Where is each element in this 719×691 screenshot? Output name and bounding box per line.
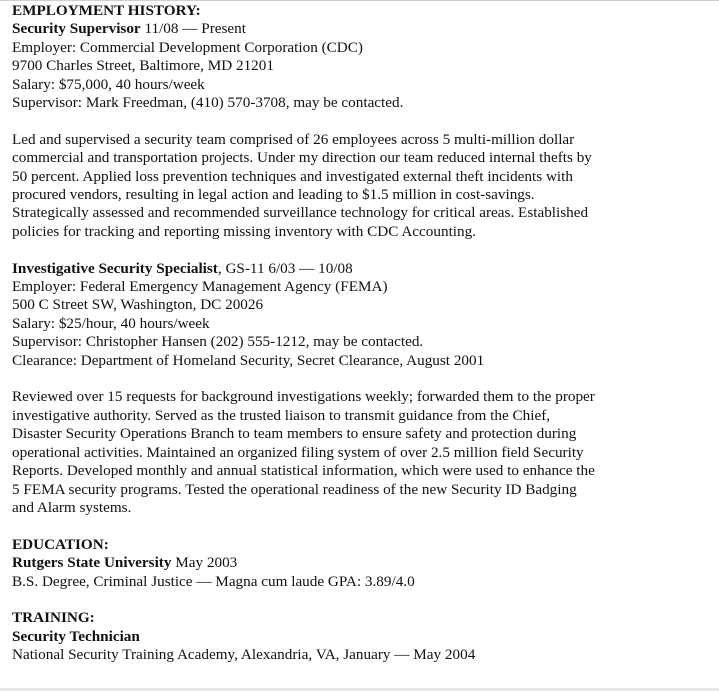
description-line: 5 FEMA security programs. Tested the operational readiness of the new Security ID Badging	[12, 480, 577, 498]
spacer	[12, 112, 712, 130]
job-clearance: Clearance: Department of Homeland Security, Secret Clearance, August 2001	[12, 351, 485, 369]
job-employer: Employer: Commercial Development Corporation (CDC)	[12, 38, 363, 56]
training-section	[12, 609, 712, 664]
spacer	[12, 591, 712, 609]
job-dates: , GS-11 6/03 — 10/08	[217, 259, 353, 277]
education-school-line	[12, 554, 712, 572]
employment-heading: EMPLOYMENT HISTORY:	[12, 2, 201, 19]
spacer	[12, 517, 712, 535]
description-line: Disaster Security Operations Branch to team members to ensure safety and protection during	[12, 425, 577, 443]
employment-section	[12, 2, 712, 517]
job-dates: 11/08 — Present	[140, 20, 246, 38]
school-name: Rutgers State University	[12, 554, 172, 572]
job-title: Investigative Security Specialist	[12, 259, 218, 277]
description-line: investigative authority. Served as the trusted liaison to transmit guidance from the Chief,	[12, 406, 551, 424]
description-line: commercial and transportation projects. Under my direction our team reduced internal thefts by	[12, 149, 592, 167]
school-date: May 2003	[171, 554, 238, 572]
job-entry-security-supervisor	[12, 20, 712, 112]
job-supervisor: Supervisor: Mark Freedman, (410) 570-3708, may be contacted.	[12, 94, 404, 112]
job-entry-investigative-specialist	[12, 260, 712, 370]
description-line: Reports. Developed monthly and annual statistical information, which were used to enhance the	[12, 462, 595, 480]
description-line: operational activities. Maintained an organized filing system of over 2.5 million field Security	[12, 443, 584, 461]
spacer	[12, 370, 712, 388]
education-section	[12, 536, 712, 591]
job-salary: Salary: $75,000, 40 hours/week	[12, 75, 205, 93]
description-line: Strategically assessed and recommended surveillance technology for critical areas. Established	[12, 204, 589, 222]
resume-page	[12, 2, 712, 665]
training-heading: TRAINING:	[12, 609, 95, 627]
description-line: 50 percent. Applied loss prevention techniques and investigated external theft incidents with	[12, 167, 573, 185]
spacer	[12, 241, 712, 259]
job-title-line	[12, 20, 712, 38]
page-top-rule	[0, 0, 719, 1]
description-line: Led and supervised a security team comprised of 26 employees across 5 multi-million dollar	[12, 130, 575, 148]
job-supervisor: Supervisor: Christopher Hansen (202) 555-1212, may be contacted.	[12, 333, 424, 351]
job-salary: Salary: $25/hour, 40 hours/week	[12, 314, 210, 332]
job-address: 9700 Charles Street, Baltimore, MD 21201	[12, 57, 274, 75]
job-description-security-supervisor	[12, 131, 712, 241]
job-title: Security Supervisor	[12, 20, 141, 38]
training-detail: National Security Training Academy, Alexandria, VA, January — May 2004	[12, 646, 476, 664]
education-heading: EDUCATION:	[12, 535, 109, 553]
description-line: Reviewed over 15 requests for background investigations weekly; forwarded them to the proper	[12, 388, 595, 406]
job-description-investigative-specialist	[12, 388, 712, 517]
description-line: policies for tracking and reporting missing inventory with CDC Accounting.	[12, 222, 476, 240]
training-title: Security Technician	[12, 627, 140, 645]
job-title-line	[12, 260, 712, 278]
job-address: 500 C Street SW, Washington, DC 20026	[12, 296, 264, 314]
description-line: and Alarm systems.	[12, 498, 132, 516]
job-employer: Employer: Federal Emergency Management Agency (FEMA)	[12, 278, 388, 296]
education-degree: B.S. Degree, Criminal Justice — Magna cum laude GPA: 3.89/4.0	[12, 572, 415, 590]
description-line: procured vendors, resulting in legal action and leading to $1.5 million in cost-savings.	[12, 186, 535, 204]
